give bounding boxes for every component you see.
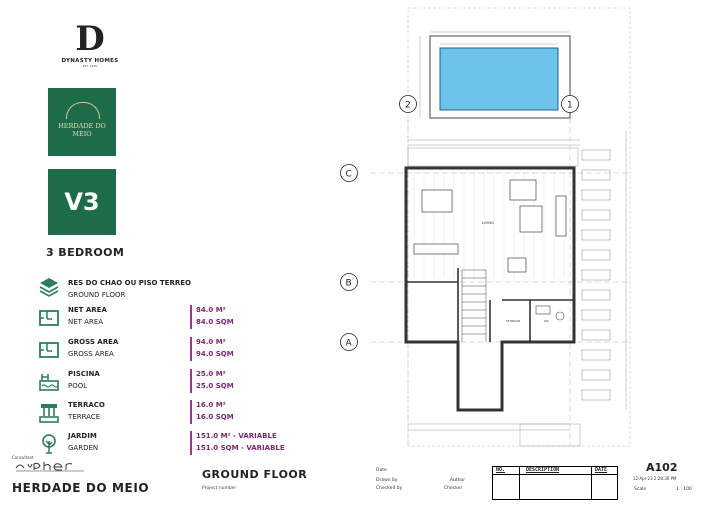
grid-label-1: 1 [567,100,573,111]
grid-label-c: C [345,169,352,180]
drawn-by-label: Drawn by [376,478,398,483]
drawing-title: GROUND FLOOR [202,468,308,481]
tree-icon [38,433,60,455]
checked-by-label: Checked by [376,486,403,491]
area-value-sqm: 84.0 SQM [196,318,234,326]
revision-header [493,467,617,475]
area-name-en: NET AREA [68,318,104,326]
area-row-gross [38,337,308,363]
area-name-en: POOL [68,382,88,390]
checked-by-value: Checker [444,486,463,491]
area-value-sqm: 25.0 SQM [196,382,234,390]
rev-col-description: DESCRIPTION [526,467,560,473]
rev-col-no: NO. [496,467,506,473]
pool [440,48,558,110]
grid-label-a: A [345,338,352,349]
parking [582,150,610,400]
floor-plan [330,0,716,460]
area-name-pt: JARDIM [68,432,97,440]
consultant-label: Consultant [12,455,34,460]
divider [190,400,192,424]
area-name-en: GROSS AREA [68,350,114,358]
area-name-pt: TERRACO [68,401,105,409]
grid-label-2: 2 [405,100,411,111]
timestamp: 12-Apr-23 2:28:30 PM [633,476,677,481]
sheet-number: A102 [646,461,678,474]
logo-mark: D [75,19,105,59]
floor-line-2: GROUND FLOOR [68,291,126,299]
svg-text:STORAGE: STORAGE [506,319,521,323]
pool-icon [38,371,60,393]
svg-text:LIVING: LIVING [482,221,494,225]
stairs [462,270,486,342]
layers-icon [38,276,60,298]
grid-lines [370,173,630,342]
area-name-en: GARDEN [68,444,99,452]
area-value-sqm: 94.0 SQM [196,350,234,358]
brand-name: DYNASTY HOMES [61,58,119,64]
area-value-m2: 84.0 M² [196,306,226,314]
dynasty-logo [56,19,124,68]
area-name-en: TERRACE [68,413,101,421]
area-value-sqm: 151.0 SQM - VARIABLE [196,444,285,452]
brand-sub: EST. 2020 [82,64,98,68]
scale-label: Scale [634,487,647,492]
drawn-by-value: Author [450,478,466,483]
divider [190,369,192,393]
divider [190,305,192,329]
floorplan-icon [38,307,60,329]
area-name-pt: PISCINA [68,370,100,378]
consultant-name: HERDADE DO MEIO [12,481,150,495]
project-number-label: Project number [202,486,237,491]
consultant-logo-icon [14,460,104,472]
area-row-pool [38,369,308,395]
revision-table [492,466,618,500]
area-value-sqm: 16.0 SQM [196,413,234,421]
area-value-m2: 25.0 M² [196,370,226,378]
project-badge [48,88,116,156]
unit-code: V3 [48,169,116,235]
area-row-terrace [38,400,308,426]
divider [190,337,192,361]
project-badge-text: HERDADE DO MEIO [58,122,106,138]
area-value-m2: 151.0 M² - VARIABLE [196,432,277,440]
floor-line-1: RES DO CHAO OU PISO TERREO [68,279,191,287]
area-value-m2: 94.0 M² [196,338,226,346]
area-row-net [38,305,308,331]
date-label: Date [376,468,387,473]
floorplan-icon [38,339,60,361]
divider [190,431,192,455]
terrace-icon [38,402,60,424]
area-name-pt: NET AREA [68,306,107,314]
area-value-m2: 16.0 M² [196,401,226,409]
arch-icon [66,102,100,119]
area-row-garden [38,431,308,457]
svg-text:WC: WC [544,319,550,323]
grid-label-b: B [345,278,352,289]
bedroom-count: 3 BEDROOM [46,246,125,259]
info-panel [0,0,330,506]
area-name-pt: GROSS AREA [68,338,119,346]
rev-col-date: DATE [595,467,608,473]
scale-value: 1 : 100 [676,487,692,492]
